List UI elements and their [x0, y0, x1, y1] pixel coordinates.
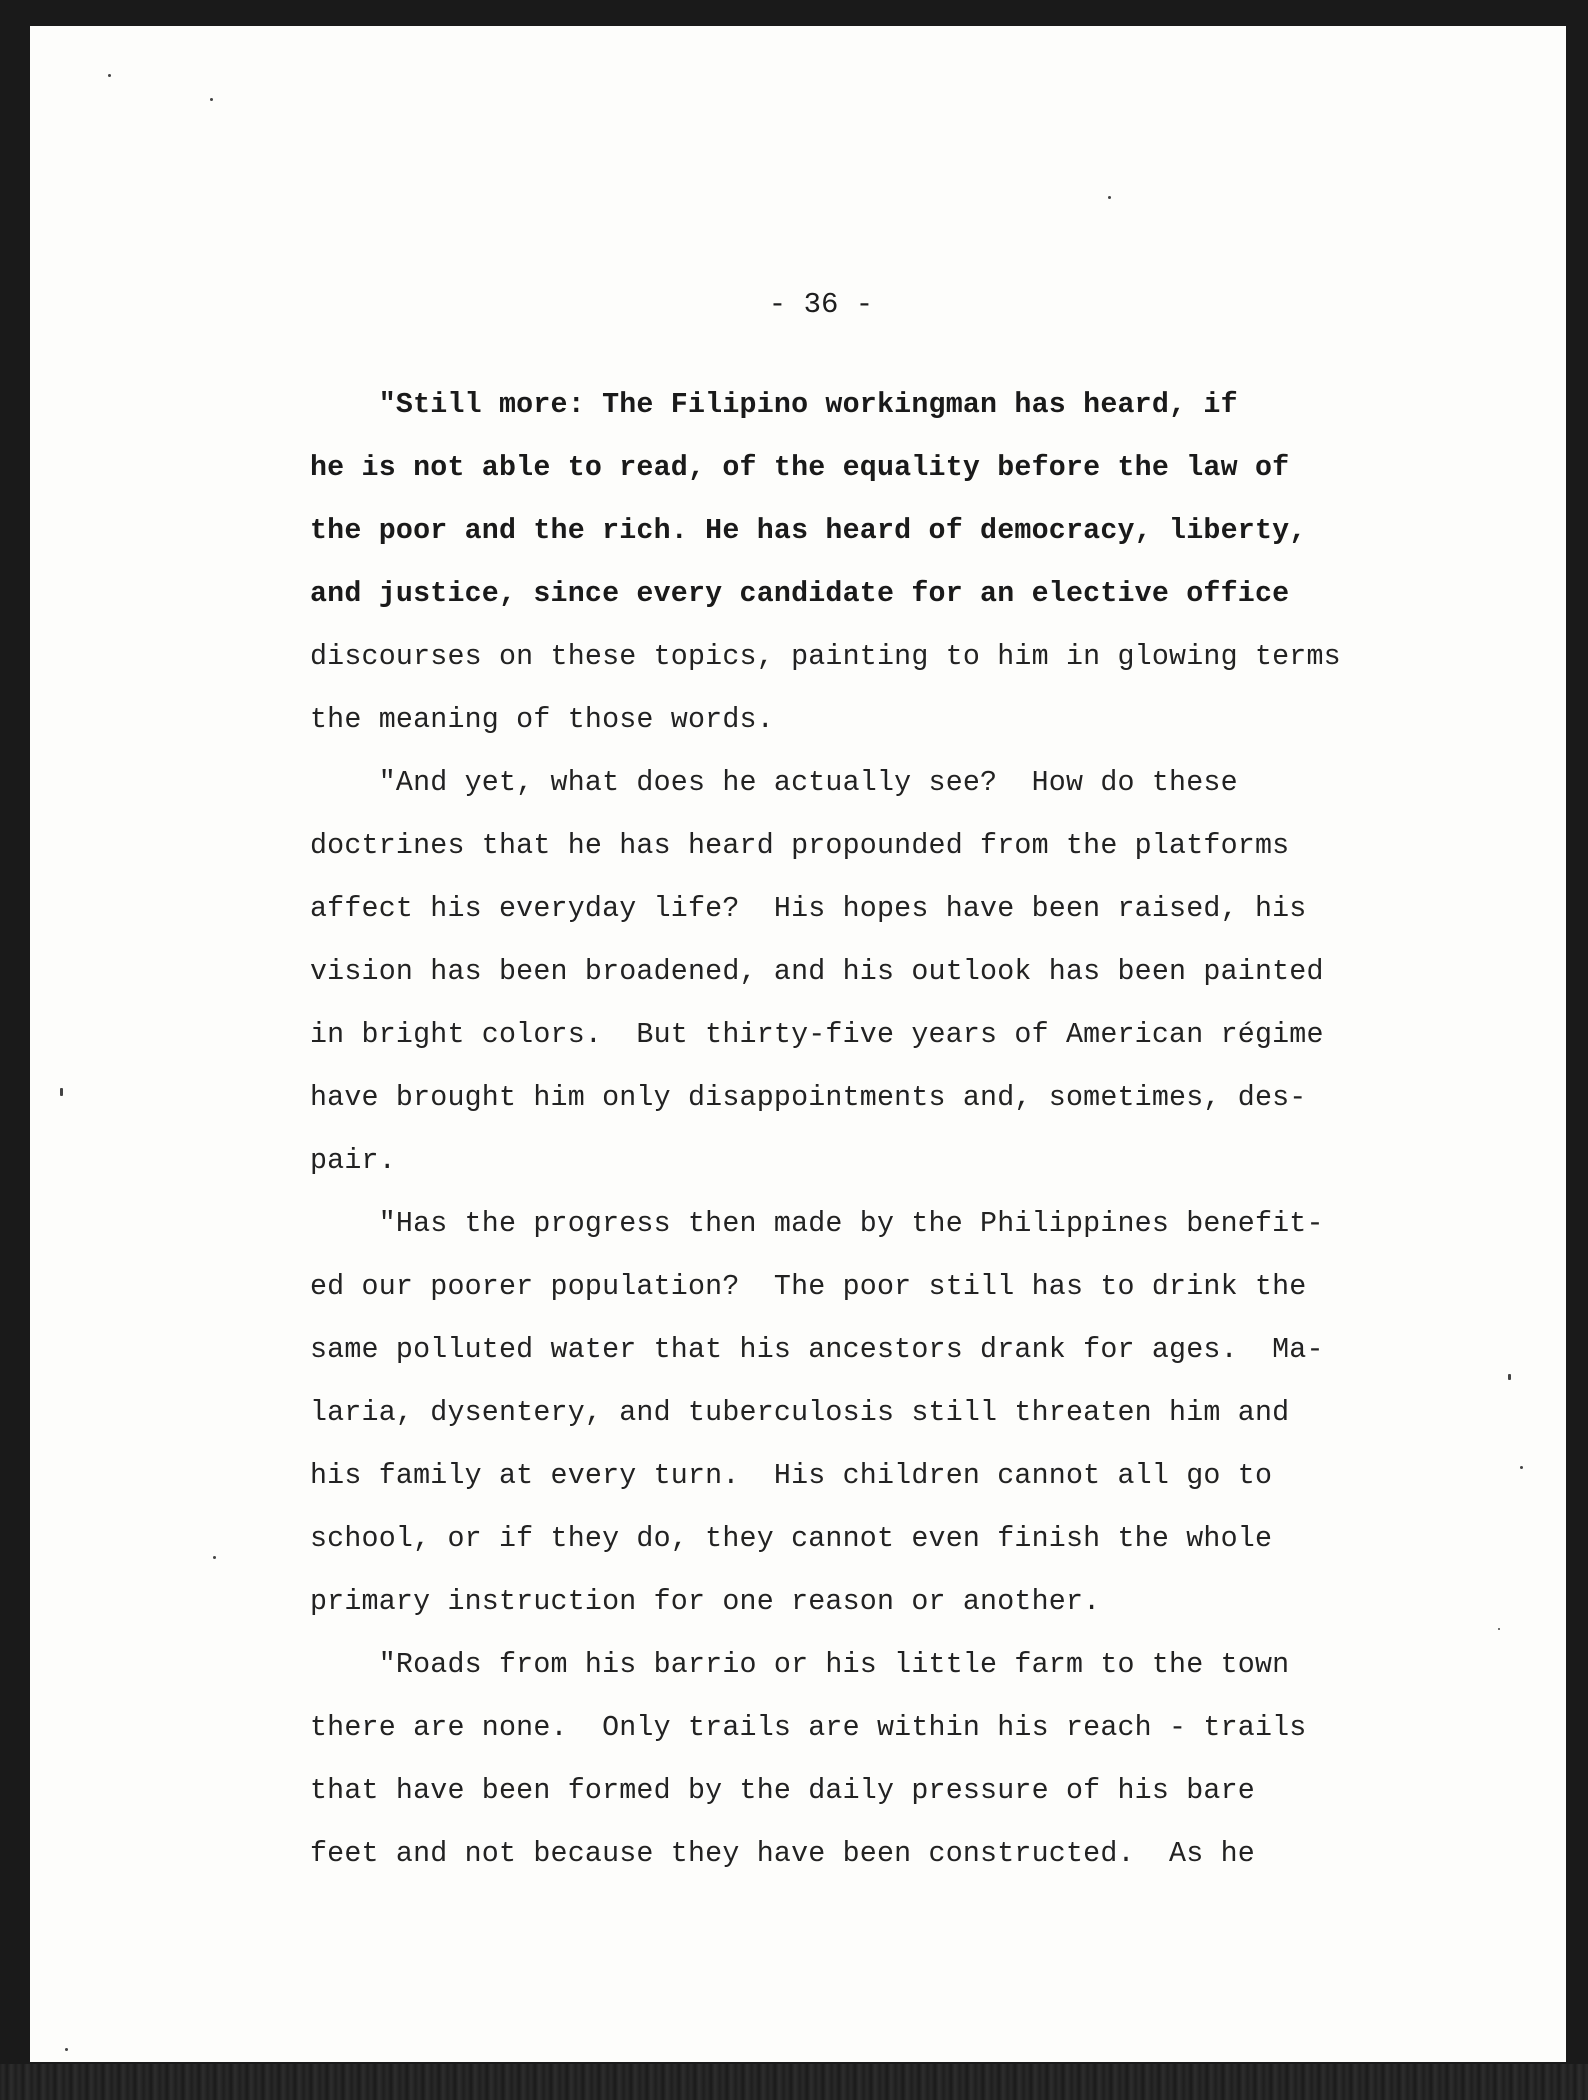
text-line: in bright colors. But thirty-five years of American régime — [310, 1019, 1324, 1051]
text-line: doctrines that he has heard propounded from the platforms — [310, 830, 1290, 862]
text-line: primary instruction for one reason or another. — [310, 1586, 1101, 1618]
text-line: "Roads from his barrio or his little farm to the town — [310, 1649, 1290, 1681]
text-line: have brought him only disappointments and, sometimes, des- — [310, 1082, 1307, 1114]
scan-speck — [60, 1088, 63, 1096]
text-line: the poor and the rich. He has heard of democracy, liberty, — [310, 515, 1307, 547]
text-line: school, or if they do, they cannot even finish the whole — [310, 1523, 1273, 1555]
text-line: his family at every turn. His children cannot all go to — [310, 1460, 1273, 1492]
scan-speck — [1108, 196, 1111, 199]
text-line: laria, dysentery, and tuberculosis still threaten him and — [310, 1397, 1290, 1429]
scan-speck — [65, 2048, 68, 2051]
page-number: - 36 - — [768, 288, 874, 321]
text-line: "Has the progress then made by the Philippines benefit- — [310, 1208, 1324, 1240]
text-line: "And yet, what does he actually see? How do these — [310, 767, 1238, 799]
text-line: feet and not because they have been constructed. As he — [310, 1838, 1255, 1870]
text-line: the meaning of those words. — [310, 704, 774, 736]
text-line: there are none. Only trails are within his reach - trails — [310, 1712, 1307, 1744]
text-line: vision has been broadened, and his outlook has been painted — [310, 956, 1324, 988]
scan-speck — [1520, 1466, 1523, 1469]
scan-speck — [213, 1556, 216, 1559]
scan-speck — [1498, 1628, 1500, 1630]
text-line: he is not able to read, of the equality before the law of — [310, 452, 1290, 484]
document-page — [30, 26, 1566, 2062]
document-body — [310, 374, 1510, 1886]
text-line: ed our poorer population? The poor still has to drink the — [310, 1271, 1307, 1303]
text-line: and justice, since every candidate for an elective office — [310, 578, 1290, 610]
text-line: pair. — [310, 1145, 396, 1177]
text-line: affect his everyday life? His hopes have been raised, his — [310, 893, 1307, 925]
scan-speck — [108, 74, 111, 77]
scan-bottom-edge — [0, 2064, 1588, 2100]
scan-speck — [1508, 1374, 1511, 1380]
text-line: "Still more: The Filipino workingman has heard, if — [310, 389, 1238, 421]
text-line: that have been formed by the daily pressure of his bare — [310, 1775, 1255, 1807]
scan-speck — [210, 98, 213, 101]
text-line: same polluted water that his ancestors drank for ages. Ma- — [310, 1334, 1324, 1366]
text-line: discourses on these topics, painting to him in glowing terms — [310, 641, 1341, 673]
